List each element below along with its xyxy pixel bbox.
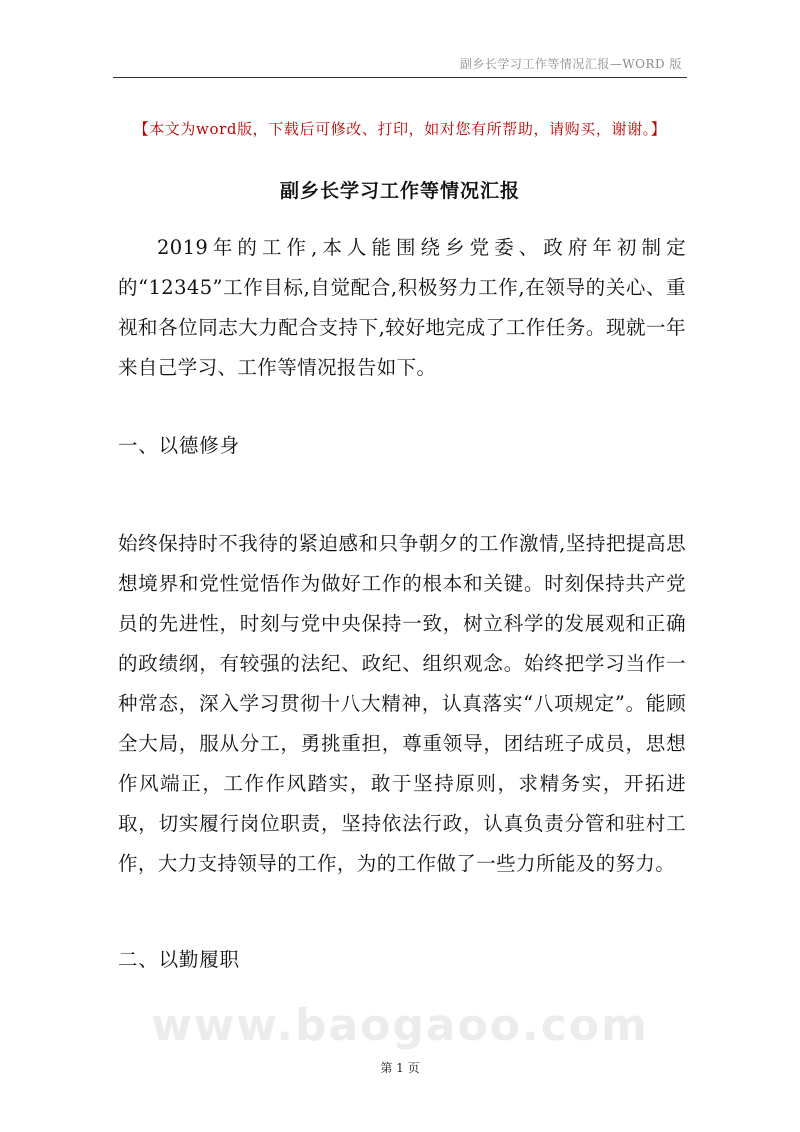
page-number: 第 1 页 [380, 1061, 420, 1075]
header-divider [113, 77, 687, 78]
section-heading-2: 二、以勤履职 [118, 948, 240, 971]
section-1-paragraph: 始终保持时不我待的紧迫感和只争朝夕的工作激情,坚持把提高思想境界和党性觉悟作为做好工作的根本和关键。时刻保持共产党员的先进性，时刻与党中央保持一致，树立科学的发展观和正确的政绩纲，有较强的法纪、政纪、组织观念。始终把学习当作一种常态，深入学习贯彻十八大精神，认真落实“八项规定”。能顾全大局，服从分工，勇挑重担，尊重领导，团结班子成员，思想作风端正，工作作风踏实，敢于坚持原则，求精务实，开拓进取，切实履行岗位职责，坚持依法行政，认真负责分管和驻村工作，大力支持领导的工作，为的工作做了一些力所能及的努力。 [118, 532, 686, 875]
watermark: www.baogaoo.com [151, 1000, 649, 1051]
document-title: 副乡长学习工作等情况汇报 [279, 180, 520, 202]
intro-paragraph: 2019年的工作,本人能围绕乡党委、政府年初制定的“12345”工作目标,自觉配合,积极努力工作,在领导的关心、重视和各位同志大力配合支持下,较好地完成了工作任务。现就一年来自己学习、工作等情况报告如下。 [118, 236, 686, 379]
section-heading-1: 一、以德修身 [118, 434, 240, 457]
purchase-notice: 【本文为word版，下载后可修改、打印，如对您有所帮助，请购买，谢谢。】 [133, 120, 667, 138]
running-header: 副乡长学习工作等情况汇报—WORD 版 [459, 57, 682, 71]
